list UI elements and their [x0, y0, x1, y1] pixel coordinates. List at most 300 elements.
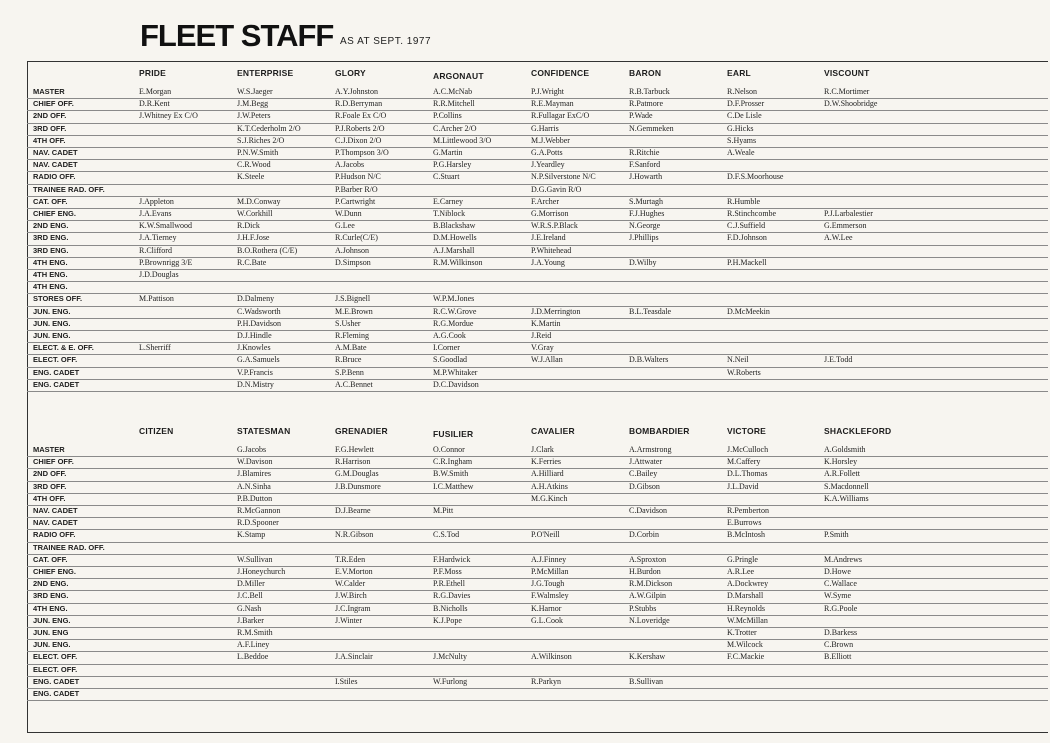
rank-label: 2ND OFF.: [33, 469, 67, 479]
crew-name-cell: C.Brown: [824, 640, 854, 650]
table-row: [27, 220, 1048, 233]
table-row: [27, 379, 1048, 392]
crew-name-cell: J.A.Evans: [139, 209, 172, 218]
rank-label: JUN. ENG.: [33, 640, 71, 650]
rank-label: 4TH OFF.: [33, 493, 66, 503]
crew-name-cell: C.S.Tod: [433, 530, 460, 540]
crew-name-cell: M.Pattison: [139, 294, 174, 304]
crew-name-cell: J.A.Tierney: [139, 233, 177, 243]
crew-name-cell: B.Nicholls: [433, 603, 468, 613]
crew-name-cell: L.Sherriff: [139, 343, 171, 353]
crew-name-cell: G.Jacobs: [237, 445, 267, 454]
ship-name-header: GRENADIER: [335, 426, 388, 436]
rank-label: MASTER: [33, 445, 65, 454]
crew-name-cell: J.M.Begg: [237, 99, 269, 109]
rank-label: CHIEF ENG.: [33, 567, 76, 576]
crew-name-cell: D.B.Walters: [629, 355, 669, 365]
crew-name-cell: D.F.Prosser: [727, 99, 765, 109]
crew-name-cell: P.Cartwright: [335, 196, 376, 206]
crew-name-cell: P.Whitehead: [531, 245, 572, 255]
crew-name-cell: D.M.Howells: [433, 233, 477, 243]
crew-name-cell: R.Fullagar ExC/O: [531, 111, 590, 121]
crew-name-cell: K.A.Williams: [824, 493, 869, 503]
ship-name-header: GLORY: [335, 68, 366, 78]
crew-name-cell: G.Emmerson: [824, 221, 867, 231]
rank-label: 3RD OFF.: [33, 123, 67, 133]
crew-name-cell: G.Morrison: [531, 209, 569, 218]
crew-name-cell: R.Clifford: [139, 245, 172, 255]
crew-name-cell: N.George: [629, 221, 661, 231]
rank-label: 3RD ENG.: [33, 591, 69, 601]
crew-name-cell: R.G.Davies: [433, 591, 471, 601]
table-row: [27, 578, 1048, 591]
page-title: FLEET STAFF: [140, 18, 334, 53]
crew-name-cell: R.Humble: [727, 196, 761, 206]
rank-label: 4TH OFF.: [33, 135, 66, 145]
rank-label: CHIEF OFF.: [33, 99, 74, 109]
crew-name-cell: K.Stamp: [237, 530, 266, 540]
crew-name-cell: D.J.Bearne: [335, 506, 371, 515]
crew-name-cell: J.McNulty: [433, 652, 467, 662]
crew-name-cell: H.Burdon: [629, 567, 661, 576]
crew-name-cell: C.Bailey: [629, 469, 658, 479]
crew-name-cell: D.Marshall: [727, 591, 764, 601]
crew-name-cell: W.Sullivan: [237, 554, 273, 564]
crew-name-cell: G.M.Douglas: [335, 469, 379, 479]
crew-name-cell: R.D.Spooner: [237, 518, 279, 528]
table-row: [27, 590, 1048, 603]
rank-label: ENG. CADET: [33, 379, 80, 389]
crew-name-cell: W.P.M.Jones: [433, 294, 475, 304]
crew-name-cell: R.M.Dickson: [629, 579, 673, 589]
rank-label: MASTER: [33, 87, 65, 96]
crew-name-cell: J.McCulloch: [727, 445, 769, 454]
table-row: [27, 123, 1048, 136]
crew-name-cell: A.Y.Johnston: [335, 87, 378, 96]
rank-label: ENG. CADET: [33, 367, 80, 377]
crew-name-cell: J.Knowles: [237, 343, 271, 353]
crew-name-cell: A.R.Follett: [824, 469, 861, 479]
ship-name-header: SHACKLEFORD: [824, 426, 892, 436]
rank-label: 3RD OFF.: [33, 481, 67, 491]
crew-name-cell: T.Niblock: [433, 209, 466, 218]
crew-name-cell: W.Furlong: [433, 676, 468, 686]
ship-name-header: CONFIDENCE: [531, 68, 590, 78]
crew-name-cell: R.Harrison: [335, 457, 371, 467]
rank-label: JUN. ENG.: [33, 318, 71, 328]
crew-name-cell: J.E.Todd: [824, 355, 853, 365]
crew-name-cell: R.McGannon: [237, 506, 281, 515]
crew-name-cell: W.Corkhill: [237, 209, 273, 218]
crew-name-cell: D.C.Davidson: [433, 379, 479, 389]
crew-name-cell: A.G.Cook: [433, 331, 466, 340]
crew-name-cell: A.R.Lee: [727, 567, 755, 576]
crew-name-cell: K.T.Cederholm 2/O: [237, 123, 301, 133]
crew-name-cell: K.J.Pope: [433, 615, 462, 625]
crew-name-cell: W.Roberts: [727, 367, 761, 377]
crew-name-cell: R.Parkyn: [531, 676, 561, 686]
rank-label: 3RD ENG.: [33, 245, 69, 255]
crew-name-cell: A.M.Bate: [335, 343, 367, 353]
crew-name-cell: J.L.David: [727, 481, 759, 491]
crew-name-cell: R.G.Mordue: [433, 318, 474, 328]
crew-name-cell: K.Harnor: [531, 603, 562, 613]
rank-label: 4TH ENG.: [33, 603, 68, 613]
ship-name-header: BARON: [629, 68, 662, 78]
table-row: [27, 517, 1048, 530]
crew-name-cell: P.O'Neill: [531, 530, 560, 540]
crew-name-cell: C.J.Dixon 2/O: [335, 135, 382, 145]
table-row: [27, 554, 1048, 567]
rank-label: RADIO OFF.: [33, 172, 76, 182]
table-row: [27, 639, 1048, 652]
crew-name-cell: R.C.Bate: [237, 257, 267, 267]
table-row: [27, 493, 1048, 506]
crew-name-cell: G.Harris: [531, 123, 559, 133]
crew-name-cell: C.Wadsworth: [237, 306, 281, 316]
crew-name-cell: C.Archer 2/O: [433, 123, 477, 133]
crew-name-cell: A.F.Liney: [237, 640, 270, 650]
crew-name-cell: P.Wade: [629, 111, 653, 121]
rank-label: 4TH ENG.: [33, 270, 68, 279]
crew-name-cell: P.Barber R/O: [335, 184, 378, 194]
crew-name-cell: M.Pitt: [433, 506, 454, 515]
crew-name-cell: I.Corner: [433, 343, 460, 353]
crew-name-cell: A.Weale: [727, 148, 755, 157]
crew-name-cell: R.Bruce: [335, 355, 362, 365]
ship-name-header: CAVALIER: [531, 426, 575, 436]
crew-name-cell: R.Pemberton: [727, 506, 769, 515]
crew-name-cell: J.Blamires: [237, 469, 271, 479]
crew-name-cell: J.Whitney Ex C/O: [139, 111, 198, 121]
crew-name-cell: P.J.Wright: [531, 87, 565, 96]
table-row: [27, 135, 1048, 148]
crew-name-cell: N.R.Gibson: [335, 530, 374, 540]
ship-name-header: VICTORE: [727, 426, 767, 436]
crew-name-cell: N.Neil: [727, 355, 749, 365]
crew-name-cell: K.Kershaw: [629, 652, 666, 662]
crew-name-cell: H.Reynolds: [727, 603, 765, 613]
crew-name-cell: R.Foale Ex C/O: [335, 111, 387, 121]
crew-name-cell: A.C.McNab: [433, 87, 473, 96]
crew-name-cell: T.R.Eden: [335, 554, 366, 564]
crew-name-cell: P.N.W.Smith: [237, 148, 279, 157]
ship-name-header: BOMBARDIER: [629, 426, 690, 436]
crew-name-cell: F.Sanford: [629, 160, 661, 170]
rank-label: ENG. CADET: [33, 676, 80, 686]
crew-name-cell: G.L.Cook: [531, 615, 563, 625]
crew-name-cell: G.Hicks: [727, 123, 754, 133]
crew-name-cell: S.Hyams: [727, 135, 757, 145]
crew-name-cell: A.Wilkinson: [531, 652, 572, 662]
crew-name-cell: J.A.Sinclair: [335, 652, 373, 662]
crew-name-cell: A.W.Lee: [824, 233, 853, 243]
crew-name-cell: P.Smith: [824, 530, 849, 540]
table-row: [27, 196, 1048, 209]
crew-name-cell: J.Yeardley: [531, 160, 565, 170]
rank-label: ELECT. & E. OFF.: [33, 343, 94, 353]
crew-name-cell: J.C.Bell: [237, 591, 263, 601]
crew-name-cell: P.J.Larbalestier: [824, 209, 873, 218]
crew-name-cell: A.Armstrong: [629, 445, 672, 454]
crew-name-cell: M.Andrews: [824, 554, 862, 564]
crew-name-cell: B.O.Rothera (C/E): [237, 245, 298, 255]
crew-name-cell: B.W.Smith: [433, 469, 469, 479]
crew-name-cell: P.Brownrigg 3/E: [139, 257, 193, 267]
ship-name-header: ARGONAUT: [433, 71, 484, 81]
crew-name-cell: A.W.Gilpin: [629, 591, 667, 601]
crew-name-cell: W.J.Allan: [531, 355, 563, 365]
page-subtitle: AS AT SEPT. 1977: [340, 36, 432, 47]
rank-label: JUN. ENG.: [33, 615, 71, 625]
crew-name-cell: S.Goodlad: [433, 355, 467, 365]
rank-label: CHIEF ENG.: [33, 209, 76, 218]
rank-label: ELECT. OFF.: [33, 664, 78, 674]
crew-name-cell: W.R.S.P.Black: [531, 221, 578, 231]
crew-name-cell: I.C.Matthew: [433, 481, 474, 491]
crew-name-cell: J.Howarth: [629, 172, 663, 182]
crew-name-cell: P.F.Moss: [433, 567, 462, 576]
table-row: [27, 257, 1048, 270]
table-row: [27, 468, 1048, 481]
table-row: [27, 456, 1048, 469]
table-row: [27, 232, 1048, 245]
crew-name-cell: F.G.Hewlett: [335, 445, 374, 454]
table-row: [27, 664, 1048, 677]
crew-name-cell: I.Stiles: [335, 676, 358, 686]
crew-name-cell: A.H.Atkins: [531, 481, 568, 491]
crew-name-cell: N.P.Silverstone N/C: [531, 172, 596, 182]
crew-name-cell: W.Calder: [335, 579, 366, 589]
crew-name-cell: R.D.Berryman: [335, 99, 383, 109]
crew-name-cell: F.C.Mackie: [727, 652, 765, 662]
crew-name-cell: R.E.Mayman: [531, 99, 574, 109]
rank-label: TRAINEE RAD. OFF.: [33, 542, 105, 552]
table-row: [27, 603, 1048, 616]
table-row: [27, 171, 1048, 184]
crew-name-cell: D.R.Kent: [139, 99, 170, 109]
crew-name-cell: M.P.Whitaker: [433, 367, 478, 377]
rank-label: NAV. CADET: [33, 160, 78, 170]
crew-name-cell: P.Hudson N/C: [335, 172, 381, 182]
ship-name-header: VISCOUNT: [824, 68, 870, 78]
crew-name-cell: A.Dockwrey: [727, 579, 769, 589]
crew-name-cell: J.E.Ireland: [531, 233, 566, 243]
table-row: [27, 98, 1048, 111]
rank-label: STORES OFF.: [33, 294, 83, 304]
crew-name-cell: G.Martin: [433, 148, 463, 157]
crew-name-cell: M.G.Kinch: [531, 493, 568, 503]
table-row: [27, 676, 1048, 689]
crew-name-cell: P.McMillan: [531, 567, 569, 576]
rank-label: JUN. ENG.: [33, 306, 71, 316]
crew-name-cell: D.Wilby: [629, 257, 657, 267]
crew-name-cell: R.C.W.Grove: [433, 306, 477, 316]
rank-label: JUN. ENG.: [33, 331, 71, 340]
crew-name-cell: D.J.Hindle: [237, 331, 272, 340]
rank-label: NAV. CADET: [33, 506, 78, 515]
table-row: [27, 110, 1048, 123]
crew-name-cell: P.Stubbs: [629, 603, 657, 613]
crew-name-cell: K.W.Smallwood: [139, 221, 193, 231]
crew-name-cell: C.Wallace: [824, 579, 857, 589]
crew-name-cell: K.Martin: [531, 318, 561, 328]
table-row: [27, 367, 1048, 380]
rank-label: RADIO OFF.: [33, 530, 76, 540]
rank-label: TRAINEE RAD. OFF.: [33, 184, 105, 194]
crew-name-cell: A.Jacobs: [335, 160, 365, 170]
crew-name-cell: J.S.Bignell: [335, 294, 371, 304]
rank-label: CHIEF OFF.: [33, 457, 74, 467]
ship-header-row: [27, 62, 1048, 86]
crew-name-cell: S.J.Riches 2/O: [237, 135, 285, 145]
crew-name-cell: R.Stinchcombe: [727, 209, 777, 218]
crew-name-cell: B.L.Teasdale: [629, 306, 672, 316]
crew-name-cell: R.Patmore: [629, 99, 663, 109]
crew-name-cell: R.Dick: [237, 221, 260, 231]
table-row: [27, 281, 1048, 294]
crew-name-cell: S.Macdonnell: [824, 481, 869, 491]
crew-name-cell: P.Thompson 3/O: [335, 148, 389, 157]
crew-name-cell: J.Attwater: [629, 457, 663, 467]
crew-name-cell: W.McMillan: [727, 615, 768, 625]
crew-name-cell: W.S.Jaeger: [237, 87, 273, 96]
crew-name-cell: P.R.Ethell: [433, 579, 466, 589]
crew-name-cell: C.R.Ingham: [433, 457, 473, 467]
crew-name-cell: J.Appleton: [139, 196, 174, 206]
crew-name-cell: J.Reid: [531, 331, 552, 340]
ship-name-header: CITIZEN: [139, 426, 174, 436]
ship-name-header: STATESMAN: [237, 426, 291, 436]
crew-name-cell: R.M.Wilkinson: [433, 257, 483, 267]
ship-name-header: ENTERPRISE: [237, 68, 294, 78]
crew-name-cell: F.Walmsley: [531, 591, 569, 601]
crew-name-cell: S.P.Benn: [335, 367, 364, 377]
rank-label: ENG. CADET: [33, 689, 80, 698]
crew-name-cell: D.N.Mistry: [237, 379, 274, 389]
table-row: [27, 306, 1048, 319]
rank-label: CAT. OFF.: [33, 196, 68, 206]
crew-name-cell: M.Wilcock: [727, 640, 763, 650]
crew-name-cell: E.Morgan: [139, 87, 172, 96]
crew-name-cell: R.Nelson: [727, 87, 757, 96]
crew-name-cell: J.Clark: [531, 445, 554, 454]
crew-name-cell: C.R.Wood: [237, 160, 271, 170]
crew-name-cell: W.Syme: [824, 591, 852, 601]
crew-name-cell: L.Beddoe: [237, 652, 269, 662]
rank-label: 2ND OFF.: [33, 111, 67, 121]
crew-name-cell: J.Winter: [335, 615, 363, 625]
crew-name-cell: R.Fleming: [335, 331, 370, 340]
crew-name-cell: D.McMeekin: [727, 306, 770, 316]
crew-name-cell: S.Usher: [335, 318, 361, 328]
rank-label: 4TH ENG.: [33, 282, 68, 292]
crew-name-cell: K.Horsley: [824, 457, 858, 467]
crew-name-cell: G.A.Potts: [531, 148, 563, 157]
crew-name-cell: J.Barker: [237, 615, 264, 625]
crew-name-cell: B.Elliott: [824, 652, 852, 662]
rank-label: ELECT. OFF.: [33, 355, 78, 365]
table-row: [27, 651, 1048, 664]
crew-name-cell: D.Gibson: [629, 481, 660, 491]
table-row: [27, 159, 1048, 172]
table-row: [27, 354, 1048, 367]
table-row: [27, 542, 1048, 555]
fleet-staff-table: [27, 61, 1048, 733]
crew-name-cell: J.G.Tough: [531, 579, 565, 589]
crew-name-cell: P.B.Dutton: [237, 493, 273, 503]
table-row: [27, 342, 1048, 355]
table-row: [27, 529, 1048, 542]
crew-name-cell: C.Stuart: [433, 172, 460, 182]
crew-name-cell: R.B.Tarbuck: [629, 87, 670, 96]
rank-label: JUN. ENG: [33, 628, 69, 637]
crew-name-cell: M.Caffery: [727, 457, 761, 467]
crew-name-cell: P.H.Mackell: [727, 257, 767, 267]
crew-name-cell: B.McIntosh: [727, 530, 765, 540]
ship-name-header: FUSILIER: [433, 429, 474, 439]
crew-name-cell: C.J.Suffield: [727, 221, 766, 231]
crew-name-cell: O.Connor: [433, 445, 465, 454]
crew-name-cell: A.J.Finney: [531, 554, 567, 564]
table-row: [27, 318, 1048, 331]
rank-label: CAT. OFF.: [33, 554, 68, 564]
crew-name-cell: B.Blackshaw: [433, 221, 476, 231]
crew-name-cell: R.G.Poole: [824, 603, 858, 613]
crew-name-cell: J.C.Ingram: [335, 603, 371, 613]
crew-name-cell: G.A.Samuels: [237, 355, 280, 365]
crew-name-cell: P.G.Harsley: [433, 160, 472, 170]
crew-name-cell: D.L.Thomas: [727, 469, 768, 479]
crew-name-cell: R.Curle(C/E): [335, 233, 378, 243]
crew-name-cell: G.Lee: [335, 221, 355, 231]
crew-name-cell: M.Littlewood 3/O: [433, 135, 492, 145]
crew-name-cell: M.J.Webber: [531, 135, 570, 145]
crew-name-cell: J.D.Merrington: [531, 306, 581, 316]
crew-name-cell: K.Trotter: [727, 628, 757, 637]
crew-name-cell: A.C.Bennet: [335, 379, 373, 389]
table-row: [27, 245, 1048, 258]
table-row: [27, 615, 1048, 628]
crew-name-cell: D.Miller: [237, 579, 265, 589]
rank-label: 4TH ENG.: [33, 257, 68, 267]
table-row: [27, 481, 1048, 494]
ship-name-header: PRIDE: [139, 68, 166, 78]
crew-name-cell: E.Carney: [433, 196, 463, 206]
crew-name-cell: N.Loveridge: [629, 615, 670, 625]
crew-name-cell: N.Gemmeken: [629, 123, 674, 133]
rank-label: ELECT. OFF.: [33, 652, 78, 662]
crew-name-cell: F.J.Hughes: [629, 209, 665, 218]
crew-name-cell: K.Ferries: [531, 457, 561, 467]
rank-label: NAV. CADET: [33, 518, 78, 528]
crew-name-cell: M.E.Brown: [335, 306, 373, 316]
rank-label: 2ND ENG.: [33, 221, 69, 231]
rank-label: 3RD ENG.: [33, 233, 69, 243]
crew-name-cell: K.Steele: [237, 172, 265, 182]
crew-name-cell: A.Hilliard: [531, 469, 564, 479]
rank-label: NAV. CADET: [33, 148, 78, 157]
crew-name-cell: D.Dalmeny: [237, 294, 275, 304]
crew-name-cell: A.Johnson: [335, 245, 370, 255]
crew-name-cell: F.Archer: [531, 196, 560, 206]
crew-name-cell: D.Barkess: [824, 628, 858, 637]
crew-name-cell: B.Sullivan: [629, 676, 664, 686]
table-row: [27, 688, 1048, 701]
crew-name-cell: A.J.Marshall: [433, 245, 475, 255]
crew-name-cell: D.F.S.Moorhouse: [727, 172, 784, 182]
crew-name-cell: V.Gray: [531, 343, 554, 353]
